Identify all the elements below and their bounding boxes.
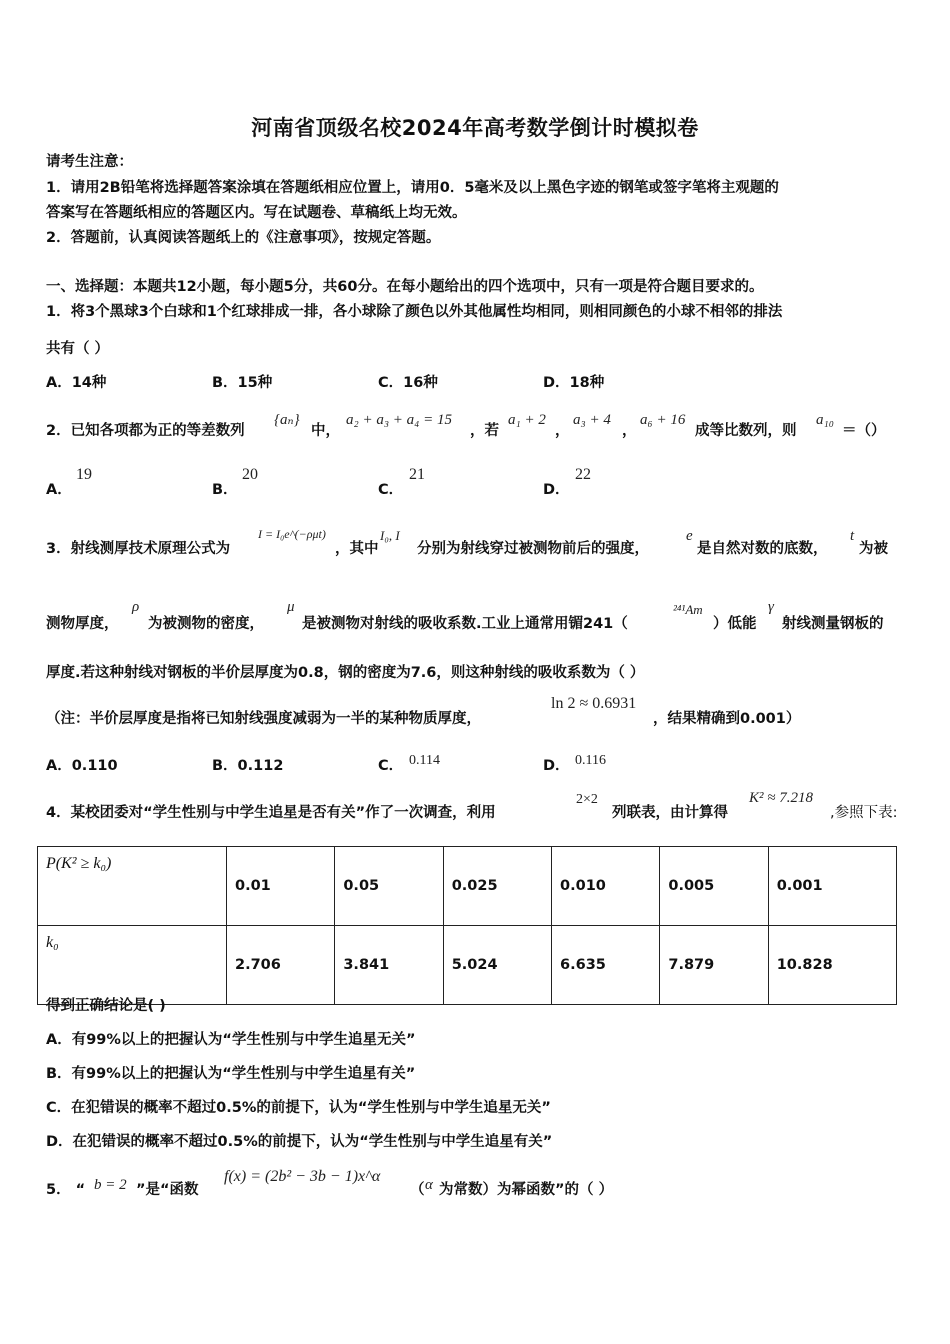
q5-text-3: （ <box>410 1182 425 1198</box>
table-cell: 5.024 <box>443 926 551 1005</box>
table-row-head-p: P(K² ≥ k₀) <box>38 847 227 926</box>
q3-text-8: 是被测物对射线的吸收系数.工业上通常用镅241（ <box>302 616 628 632</box>
q4-math-2x2: 2×2 <box>576 792 598 807</box>
q4-option-d: D．在犯错误的概率不超过0.5%的前提下，认为“学生性别与中学生追星有关” <box>46 1134 553 1150</box>
q3-text-7: 为被测物的密度， <box>148 616 264 632</box>
q1-option-d: D．18种 <box>543 375 605 391</box>
table-row-head-k0: k₀ <box>38 926 227 1005</box>
notice-line-3: 2．答题前，认真阅读答题纸上的《注意事项》，按规定答题。 <box>46 230 441 246</box>
q3-text-4: 是自然对数的底数， <box>697 541 828 557</box>
notice-line-1: 1．请用2B铅笔将选择题答案涂填在答题纸相应位置上，请用0．5毫米及以上黑色字迹的钢笔或签字笔将主观题的 <box>46 180 779 196</box>
q2-math-a1: a₁ + 2 <box>508 412 546 428</box>
q3-option-c-value: 0.114 <box>409 753 440 768</box>
q4-text-2: 列联表，由计算得 <box>612 805 728 821</box>
q3-text-1: 3．射线测厚技术原理公式为 <box>46 541 231 557</box>
q2-option-a-label: A． <box>46 482 72 498</box>
q3-option-a: A．0.110 <box>46 758 118 774</box>
q2-text-4: ， <box>555 423 570 439</box>
q1-option-a: A．14种 <box>46 375 107 391</box>
q2-text-2: 中， <box>311 423 340 439</box>
q4-math-k2: K² ≈ 7.218 <box>749 790 813 806</box>
q3-text-5: 为被 <box>859 541 888 557</box>
q2-text-3: ，若 <box>470 423 499 439</box>
table-cell: 3.841 <box>335 926 443 1005</box>
table-cell: 10.828 <box>768 926 896 1005</box>
notice-line-2: 答案写在答题纸相应的答题区内。写在试题卷、草稿纸上均无效。 <box>46 205 467 221</box>
table-cell: 2.706 <box>227 926 335 1005</box>
q5-text-1: 5． “ <box>46 1182 86 1198</box>
table-cell: 0.010 <box>552 847 660 926</box>
q2-option-b-label: B． <box>212 482 238 498</box>
q2-math-an: {aₙ} <box>274 412 300 428</box>
q1-option-c: C．16种 <box>378 375 438 391</box>
q2-option-b-value: 20 <box>242 466 258 483</box>
table-cell: 0.005 <box>660 847 768 926</box>
q2-option-c-value: 21 <box>409 466 425 483</box>
q3-line-3: 厚度.若这种射线对钢板的半价层厚度为0.8，钢的密度为7.6，则这种射线的吸收系数为（ ） <box>46 665 645 681</box>
q4-option-a: A．有99%以上的把握认为“学生性别与中学生追星无关” <box>46 1032 416 1048</box>
q2-option-d-value: 22 <box>575 466 591 483</box>
q3-math-ln2: ln 2 ≈ 0.6931 <box>551 695 637 712</box>
q3-note-1: （注：半价层厚度是指将已知射线强度减弱为一半的某种物质厚度， <box>46 711 481 727</box>
q1-line-2: 共有（ ） <box>46 341 110 357</box>
q4-question: 得到正确结论是( ) <box>46 998 166 1014</box>
q3-math-t: t <box>850 528 855 544</box>
q1-line-1: 1．将3个黑球3个白球和1个红球排成一排，各小球除了颜色以外其他属性均相同，则相同颜色的小球不相邻的排法 <box>46 304 783 320</box>
q3-option-d-label: D． <box>543 758 570 774</box>
table-cell: 0.001 <box>768 847 896 926</box>
q3-text-9: ）低能 <box>713 616 757 632</box>
q3-option-b: B．0.112 <box>212 758 284 774</box>
q3-math-mu: μ <box>287 599 295 615</box>
q3-math-gamma: γ <box>768 599 774 615</box>
q3-math-rho: ρ <box>132 599 140 615</box>
q2-math-a3: a₃ + 4 <box>573 412 611 428</box>
table-cell: 0.01 <box>227 847 335 926</box>
q2-math-a10: a₁₀ <box>816 412 834 428</box>
q2-math-sum: a₂ + a₃ + a₄ = 15 <box>346 412 453 428</box>
table-row <box>38 847 897 926</box>
q4-option-b: B．有99%以上的把握认为“学生性别与中学生追星有关” <box>46 1066 416 1082</box>
q2-math-a6: a₆ + 16 <box>640 412 686 428</box>
q3-option-d-value: 0.116 <box>575 753 606 768</box>
q5-text-4: 为常数）为幂函数”的（ ） <box>439 1182 614 1198</box>
table-row <box>38 926 897 1005</box>
q2-text-7: ＝（） <box>842 423 886 439</box>
table-cell: 7.879 <box>660 926 768 1005</box>
q4-option-c: C．在犯错误的概率不超过0.5%的前提下，认为“学生性别与中学生追星无关” <box>46 1100 551 1116</box>
q5-math-alpha: α <box>425 1177 433 1193</box>
q4-text-1: 4．某校团委对“学生性别与中学生追星是否有关”作了一次调查，利用 <box>46 805 496 821</box>
page-title: 河南省顶级名校2024年高考数学倒计时模拟卷 <box>251 116 699 140</box>
q4-text-3: ,参照下表: <box>830 805 898 821</box>
q2-option-a-value: 19 <box>76 466 92 483</box>
q3-text-6: 测物厚度， <box>46 616 119 632</box>
table-cell: 0.05 <box>335 847 443 926</box>
q5-text-2: ”是“函数 <box>136 1182 199 1198</box>
q3-math-formula: I = I₀e^(−ρμt) <box>258 527 326 541</box>
q5-math-b: b = 2 <box>94 1177 127 1193</box>
q3-math-i0-i: I₀, I <box>380 528 400 543</box>
q3-text-10: 射线测量钢板的 <box>782 616 884 632</box>
q3-note-2: ，结果精确到0.001） <box>653 711 801 727</box>
q3-math-am: ²⁴¹Am <box>673 602 703 617</box>
table-cell: 6.635 <box>552 926 660 1005</box>
q2-option-c-label: C． <box>378 482 404 498</box>
notice-heading: 请考生注意： <box>46 154 133 170</box>
q2-text-6: 成等比数列，则 <box>695 423 797 439</box>
q1-option-b: B．15种 <box>212 375 273 391</box>
q3-text-2: ，其中 <box>335 541 379 557</box>
probability-table <box>37 846 897 1005</box>
section-heading: 一、选择题：本题共12小题，每小题5分，共60分。在每小题给出的四个选项中，只有一项是符合题目要求的。 <box>46 279 764 295</box>
q3-option-c-label: C． <box>378 758 404 774</box>
table-cell: 0.025 <box>443 847 551 926</box>
q5-math-function: f(x) = (2b² − 3b − 1)x^α <box>224 1168 381 1185</box>
q2-text-1: 2．已知各项都为正的等差数列 <box>46 423 245 439</box>
q3-text-3: 分别为射线穿过被测物前后的强度， <box>417 541 649 557</box>
q3-math-e: e <box>686 528 693 544</box>
q2-option-d-label: D． <box>543 482 570 498</box>
q2-text-5: ， <box>622 423 637 439</box>
